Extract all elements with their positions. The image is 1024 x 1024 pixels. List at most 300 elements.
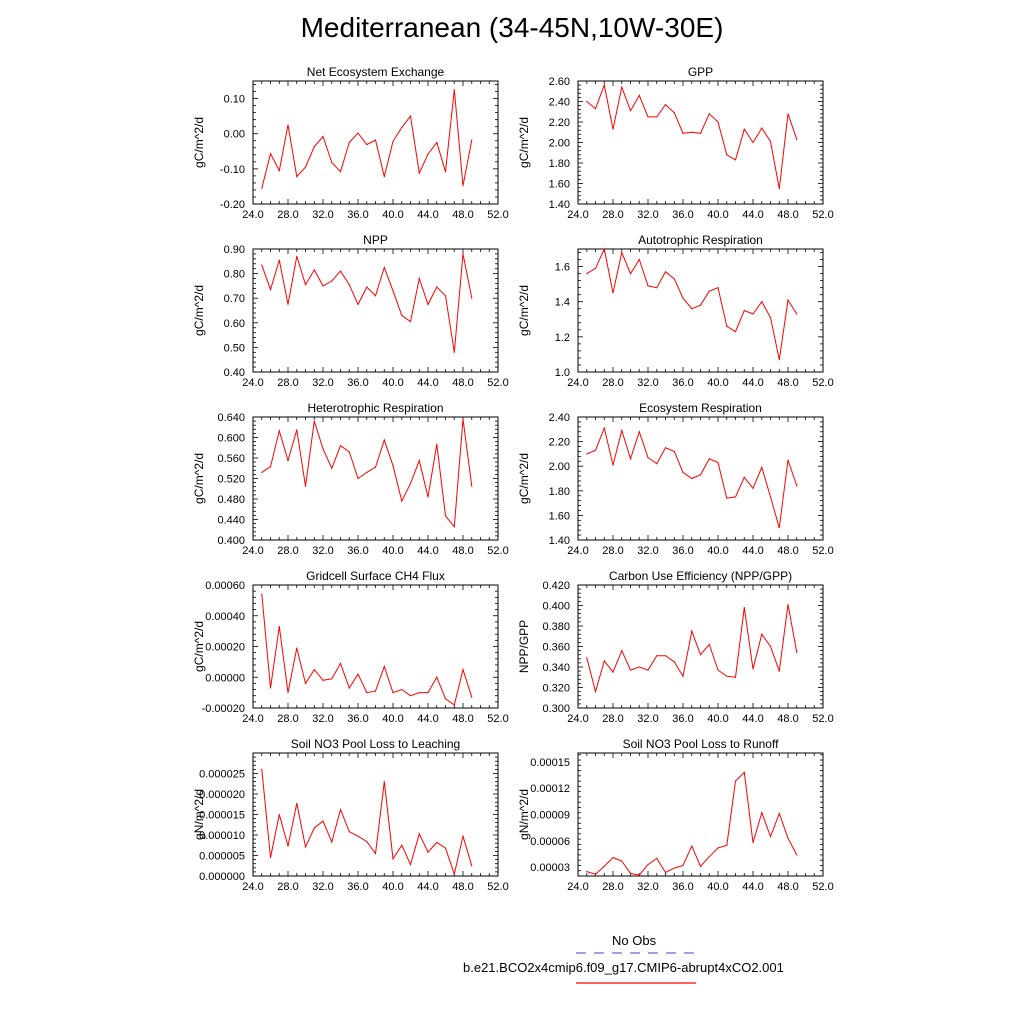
data-point xyxy=(314,146,315,147)
x-tick-label: 52.0 xyxy=(487,377,509,389)
y-tick-label: 2.40 xyxy=(548,96,570,109)
data-point xyxy=(717,121,718,122)
y-tick-label: -0.20 xyxy=(219,199,245,211)
x-tick-label: 44.0 xyxy=(417,209,439,221)
y-tick-label: 0.000005 xyxy=(199,850,245,863)
data-point xyxy=(630,110,631,111)
data-point xyxy=(726,326,727,327)
chart-panel-1 xyxy=(192,65,509,221)
x-tick-label: 48.0 xyxy=(777,545,799,557)
data-point xyxy=(410,864,411,865)
data-point xyxy=(735,781,736,782)
data-point xyxy=(261,188,262,189)
data-point xyxy=(261,769,262,770)
data-point xyxy=(357,132,358,133)
data-point xyxy=(392,465,393,466)
series-line xyxy=(262,769,472,874)
y-tick-label: 1.80 xyxy=(548,158,570,170)
y-tick-label: 0.520 xyxy=(217,473,245,486)
data-point xyxy=(647,285,648,286)
data-point xyxy=(796,485,797,486)
data-point xyxy=(656,858,657,859)
data-point xyxy=(779,813,780,814)
data-point xyxy=(665,271,666,272)
x-tick-label: 44.0 xyxy=(742,377,764,389)
y-tick-label: 0.00020 xyxy=(205,641,245,654)
plot-frame xyxy=(253,753,498,876)
y-tick-label: 0.10 xyxy=(223,93,245,106)
data-point xyxy=(436,444,437,445)
data-point xyxy=(392,141,393,142)
data-point xyxy=(700,474,701,475)
data-point xyxy=(779,359,780,360)
x-tick-label: 48.0 xyxy=(777,713,799,725)
data-point xyxy=(726,498,727,499)
data-point xyxy=(796,313,797,314)
data-point xyxy=(314,669,315,670)
data-point xyxy=(305,284,306,285)
series-line xyxy=(587,772,797,875)
data-point xyxy=(454,873,455,874)
data-point xyxy=(595,268,596,269)
data-point xyxy=(340,809,341,810)
x-tick-label: 32.0 xyxy=(637,209,659,221)
data-point xyxy=(471,697,472,698)
data-point xyxy=(770,496,771,497)
data-point xyxy=(384,267,385,268)
y-tick-label: 0.300 xyxy=(542,703,570,715)
x-tick-label: 40.0 xyxy=(382,545,404,557)
data-point xyxy=(700,866,701,867)
series-line xyxy=(587,249,797,360)
data-point xyxy=(410,695,411,696)
data-point xyxy=(340,171,341,172)
y-axis-label: gC/m^2/d xyxy=(517,117,531,168)
chart-title: Soil NO3 Pool Loss to Runoff xyxy=(622,737,779,751)
data-point xyxy=(665,104,666,105)
data-point xyxy=(787,299,788,300)
data-point xyxy=(287,304,288,305)
x-tick-label: 52.0 xyxy=(487,209,509,221)
chart-panel-9 xyxy=(192,737,509,893)
y-tick-label: 0.00012 xyxy=(530,783,570,796)
data-point xyxy=(340,271,341,272)
data-point xyxy=(656,116,657,117)
data-point xyxy=(454,352,455,353)
y-tick-label: 0.00040 xyxy=(205,610,245,623)
chart-panel-10 xyxy=(517,737,834,893)
y-tick-label: 0.000000 xyxy=(199,871,245,883)
y-tick-label: 2.60 xyxy=(548,76,570,88)
data-point xyxy=(401,845,402,846)
data-point xyxy=(726,845,727,846)
x-tick-label: 48.0 xyxy=(452,209,474,221)
x-tick-label: 32.0 xyxy=(637,377,659,389)
x-tick-label: 40.0 xyxy=(707,545,729,557)
data-point xyxy=(796,652,797,653)
data-point xyxy=(674,112,675,113)
data-point xyxy=(322,820,323,821)
y-tick-label: 0.00015 xyxy=(530,756,570,769)
x-tick-label: 36.0 xyxy=(347,209,369,221)
chart-title: NPP xyxy=(363,233,388,247)
data-point xyxy=(595,874,596,875)
data-point xyxy=(375,690,376,691)
y-tick-label: 0.00006 xyxy=(530,835,570,848)
data-point xyxy=(392,692,393,693)
page-title: Mediterranean (34-45N,10W-30E) xyxy=(300,12,724,43)
x-tick-label: 24.0 xyxy=(242,209,264,221)
data-point xyxy=(744,607,745,608)
data-point xyxy=(682,472,683,473)
x-tick-label: 44.0 xyxy=(417,377,439,389)
y-axis-label: gC/m^2/d xyxy=(192,453,206,504)
data-point xyxy=(419,172,420,173)
data-point xyxy=(700,133,701,134)
x-tick-label: 48.0 xyxy=(777,209,799,221)
x-tick-label: 28.0 xyxy=(602,377,624,389)
data-point xyxy=(270,466,271,467)
data-point xyxy=(305,683,306,684)
data-point xyxy=(392,290,393,291)
data-point xyxy=(639,666,640,667)
data-point xyxy=(700,305,701,306)
data-point xyxy=(709,644,710,645)
data-point xyxy=(366,472,367,473)
data-point xyxy=(322,680,323,681)
data-point xyxy=(612,129,613,130)
y-tick-label: 2.20 xyxy=(548,436,570,449)
chart-panel-3 xyxy=(192,233,509,389)
data-point xyxy=(796,139,797,140)
x-tick-label: 40.0 xyxy=(382,377,404,389)
y-tick-label: -0.10 xyxy=(219,163,245,176)
y-axis-label: gC/m^2/d xyxy=(192,117,206,168)
data-point xyxy=(401,127,402,128)
data-point xyxy=(427,852,428,853)
y-tick-label: 1.4 xyxy=(554,296,570,309)
data-point xyxy=(454,89,455,90)
x-tick-label: 40.0 xyxy=(382,209,404,221)
y-tick-label: 0.90 xyxy=(223,244,245,256)
x-tick-label: 24.0 xyxy=(567,209,589,221)
y-tick-label: 0.000020 xyxy=(199,789,245,801)
data-point xyxy=(621,860,622,861)
chart-title: Ecosystem Respiration xyxy=(639,401,762,415)
data-point xyxy=(682,865,683,866)
x-tick-label: 44.0 xyxy=(742,713,764,725)
x-tick-label: 32.0 xyxy=(312,209,334,221)
x-tick-label: 28.0 xyxy=(277,881,299,893)
data-point xyxy=(427,153,428,154)
x-tick-label: 48.0 xyxy=(452,545,474,557)
data-point xyxy=(586,453,587,454)
data-point xyxy=(612,464,613,465)
data-point xyxy=(349,142,350,143)
data-point xyxy=(366,841,367,842)
data-point xyxy=(340,445,341,446)
y-tick-label: 1.40 xyxy=(548,535,570,547)
data-point xyxy=(331,468,332,469)
data-point xyxy=(639,431,640,432)
chart-panel-7 xyxy=(192,569,509,725)
x-tick-label: 44.0 xyxy=(417,545,439,557)
data-point xyxy=(462,836,463,837)
data-point xyxy=(656,287,657,288)
x-tick-label: 40.0 xyxy=(707,881,729,893)
data-point xyxy=(270,289,271,290)
data-point xyxy=(665,655,666,656)
y-tick-label: 0.40 xyxy=(223,367,245,379)
data-point xyxy=(744,477,745,478)
plot-frame xyxy=(253,585,498,708)
data-point xyxy=(604,248,605,249)
data-point xyxy=(331,280,332,281)
y-tick-label: 2.00 xyxy=(548,137,570,150)
data-point xyxy=(462,253,463,254)
x-tick-label: 36.0 xyxy=(672,881,694,893)
data-point xyxy=(296,803,297,804)
x-tick-label: 44.0 xyxy=(742,209,764,221)
y-tick-label: 0.360 xyxy=(542,641,570,654)
data-point xyxy=(322,285,323,286)
chart-title: Gridcell Surface CH4 Flux xyxy=(306,569,445,583)
data-point xyxy=(471,865,472,866)
data-point xyxy=(427,692,428,693)
data-point xyxy=(761,812,762,813)
data-point xyxy=(752,842,753,843)
data-point xyxy=(384,176,385,177)
data-point xyxy=(287,845,288,846)
data-point xyxy=(691,478,692,479)
data-point xyxy=(604,866,605,867)
data-point xyxy=(427,496,428,497)
x-tick-label: 52.0 xyxy=(812,377,834,389)
data-point xyxy=(639,95,640,96)
data-point xyxy=(612,672,613,673)
x-tick-label: 44.0 xyxy=(742,545,764,557)
legend-obs-line xyxy=(576,950,698,956)
x-tick-label: 36.0 xyxy=(672,209,694,221)
data-point xyxy=(270,153,271,154)
data-point xyxy=(744,310,745,311)
data-point xyxy=(296,176,297,177)
data-point xyxy=(331,678,332,679)
data-point xyxy=(621,252,622,253)
data-point xyxy=(761,128,762,129)
data-point xyxy=(427,304,428,305)
chart-panel-6 xyxy=(517,401,834,557)
data-point xyxy=(454,704,455,705)
data-point xyxy=(357,674,358,675)
data-point xyxy=(604,427,605,428)
y-axis-label: gC/m^2/d xyxy=(517,285,531,336)
legend-case-label: b.e21.BCO2x4cmip6.f09_g17.CMIP6-abrupt4xCO2.001 xyxy=(463,960,784,975)
x-tick-label: 36.0 xyxy=(347,713,369,725)
data-point xyxy=(586,871,587,872)
data-point xyxy=(314,269,315,270)
x-tick-label: 24.0 xyxy=(242,377,264,389)
data-point xyxy=(296,256,297,257)
data-point xyxy=(454,526,455,527)
data-point xyxy=(349,451,350,452)
data-point xyxy=(305,167,306,168)
x-tick-label: 48.0 xyxy=(452,713,474,725)
data-point xyxy=(436,677,437,678)
x-tick-label: 44.0 xyxy=(417,881,439,893)
plot-frame xyxy=(253,249,498,372)
data-point xyxy=(261,264,262,265)
x-tick-label: 36.0 xyxy=(347,377,369,389)
data-point xyxy=(709,113,710,114)
data-point xyxy=(375,139,376,140)
data-point xyxy=(621,650,622,651)
data-point xyxy=(621,430,622,431)
data-point xyxy=(647,669,648,670)
plot-frame xyxy=(253,81,498,204)
x-tick-label: 32.0 xyxy=(637,545,659,557)
data-point xyxy=(752,488,753,489)
data-point xyxy=(595,450,596,451)
data-point xyxy=(700,654,701,655)
x-tick-label: 24.0 xyxy=(242,713,264,725)
data-point xyxy=(674,451,675,452)
data-point xyxy=(384,781,385,782)
data-point xyxy=(647,116,648,117)
series-line xyxy=(262,90,472,188)
x-tick-label: 36.0 xyxy=(347,545,369,557)
x-tick-label: 40.0 xyxy=(382,881,404,893)
y-tick-label: 0.400 xyxy=(217,535,245,547)
data-point xyxy=(287,460,288,461)
data-point xyxy=(595,691,596,692)
x-tick-label: 32.0 xyxy=(637,881,659,893)
data-point xyxy=(436,842,437,843)
data-point xyxy=(717,462,718,463)
data-point xyxy=(682,298,683,299)
data-point xyxy=(761,467,762,468)
data-point xyxy=(279,814,280,815)
y-tick-label: 0.400 xyxy=(542,600,570,613)
x-tick-label: 52.0 xyxy=(487,713,509,725)
data-point xyxy=(349,831,350,832)
data-point xyxy=(322,136,323,137)
data-point xyxy=(674,661,675,662)
x-tick-label: 40.0 xyxy=(707,377,729,389)
data-point xyxy=(691,132,692,133)
data-point xyxy=(462,669,463,670)
data-point xyxy=(787,838,788,839)
y-tick-label: 0.480 xyxy=(217,494,245,506)
plot-frame xyxy=(578,753,823,876)
x-tick-label: 36.0 xyxy=(347,881,369,893)
x-tick-label: 32.0 xyxy=(312,377,334,389)
data-point xyxy=(770,317,771,318)
data-point xyxy=(436,287,437,288)
data-point xyxy=(586,657,587,658)
data-point xyxy=(279,170,280,171)
data-point xyxy=(296,429,297,430)
data-point xyxy=(709,291,710,292)
y-tick-label: 1.80 xyxy=(548,485,570,498)
x-tick-label: 40.0 xyxy=(707,209,729,221)
data-point xyxy=(717,847,718,848)
data-point xyxy=(630,873,631,874)
data-point xyxy=(586,101,587,102)
data-point xyxy=(445,515,446,516)
y-tick-label: 0.560 xyxy=(217,453,245,465)
data-point xyxy=(322,448,323,449)
legend-case-line xyxy=(576,980,698,986)
data-point xyxy=(656,655,657,656)
data-point xyxy=(674,278,675,279)
data-point xyxy=(595,108,596,109)
data-point xyxy=(270,857,271,858)
y-tick-label: -0.00020 xyxy=(201,703,245,715)
data-point xyxy=(612,292,613,293)
data-point xyxy=(735,159,736,160)
data-point xyxy=(305,486,306,487)
data-point xyxy=(761,301,762,302)
y-axis-label: gN/m^2/d xyxy=(517,789,531,840)
y-axis-label: NPP/GPP xyxy=(517,619,531,674)
y-axis-label: gC/m^2/d xyxy=(517,453,531,504)
data-point xyxy=(419,460,420,461)
data-point xyxy=(331,841,332,842)
data-point xyxy=(331,162,332,163)
data-point xyxy=(726,676,727,677)
data-point xyxy=(357,478,358,479)
data-point xyxy=(261,472,262,473)
y-tick-label: 0.000015 xyxy=(199,809,245,822)
x-tick-label: 40.0 xyxy=(707,713,729,725)
data-point xyxy=(779,671,780,672)
data-point xyxy=(392,858,393,859)
data-point xyxy=(779,188,780,189)
y-tick-label: 0.420 xyxy=(542,580,570,592)
y-tick-label: 0.00009 xyxy=(530,809,570,822)
data-point xyxy=(279,430,280,431)
data-point xyxy=(735,496,736,497)
y-tick-label: 0.340 xyxy=(542,662,570,674)
data-point xyxy=(410,116,411,117)
x-tick-label: 24.0 xyxy=(567,377,589,389)
series-line xyxy=(587,85,797,189)
data-point xyxy=(639,875,640,876)
y-tick-label: 0.00 xyxy=(223,128,245,141)
data-point xyxy=(752,313,753,314)
data-point xyxy=(796,854,797,855)
data-point xyxy=(647,457,648,458)
chart-panel-5 xyxy=(192,401,509,557)
data-point xyxy=(682,676,683,677)
data-point xyxy=(366,692,367,693)
data-point xyxy=(279,259,280,260)
x-tick-label: 36.0 xyxy=(672,713,694,725)
data-point xyxy=(462,185,463,186)
data-point xyxy=(586,273,587,274)
y-tick-label: 0.00003 xyxy=(530,862,570,875)
data-point xyxy=(401,689,402,690)
data-point xyxy=(691,846,692,847)
y-tick-label: 0.440 xyxy=(217,514,245,527)
data-point xyxy=(717,287,718,288)
data-point xyxy=(787,604,788,605)
x-tick-label: 52.0 xyxy=(812,881,834,893)
y-tick-label: 2.20 xyxy=(548,117,570,129)
data-point xyxy=(752,668,753,669)
x-tick-label: 32.0 xyxy=(312,881,334,893)
